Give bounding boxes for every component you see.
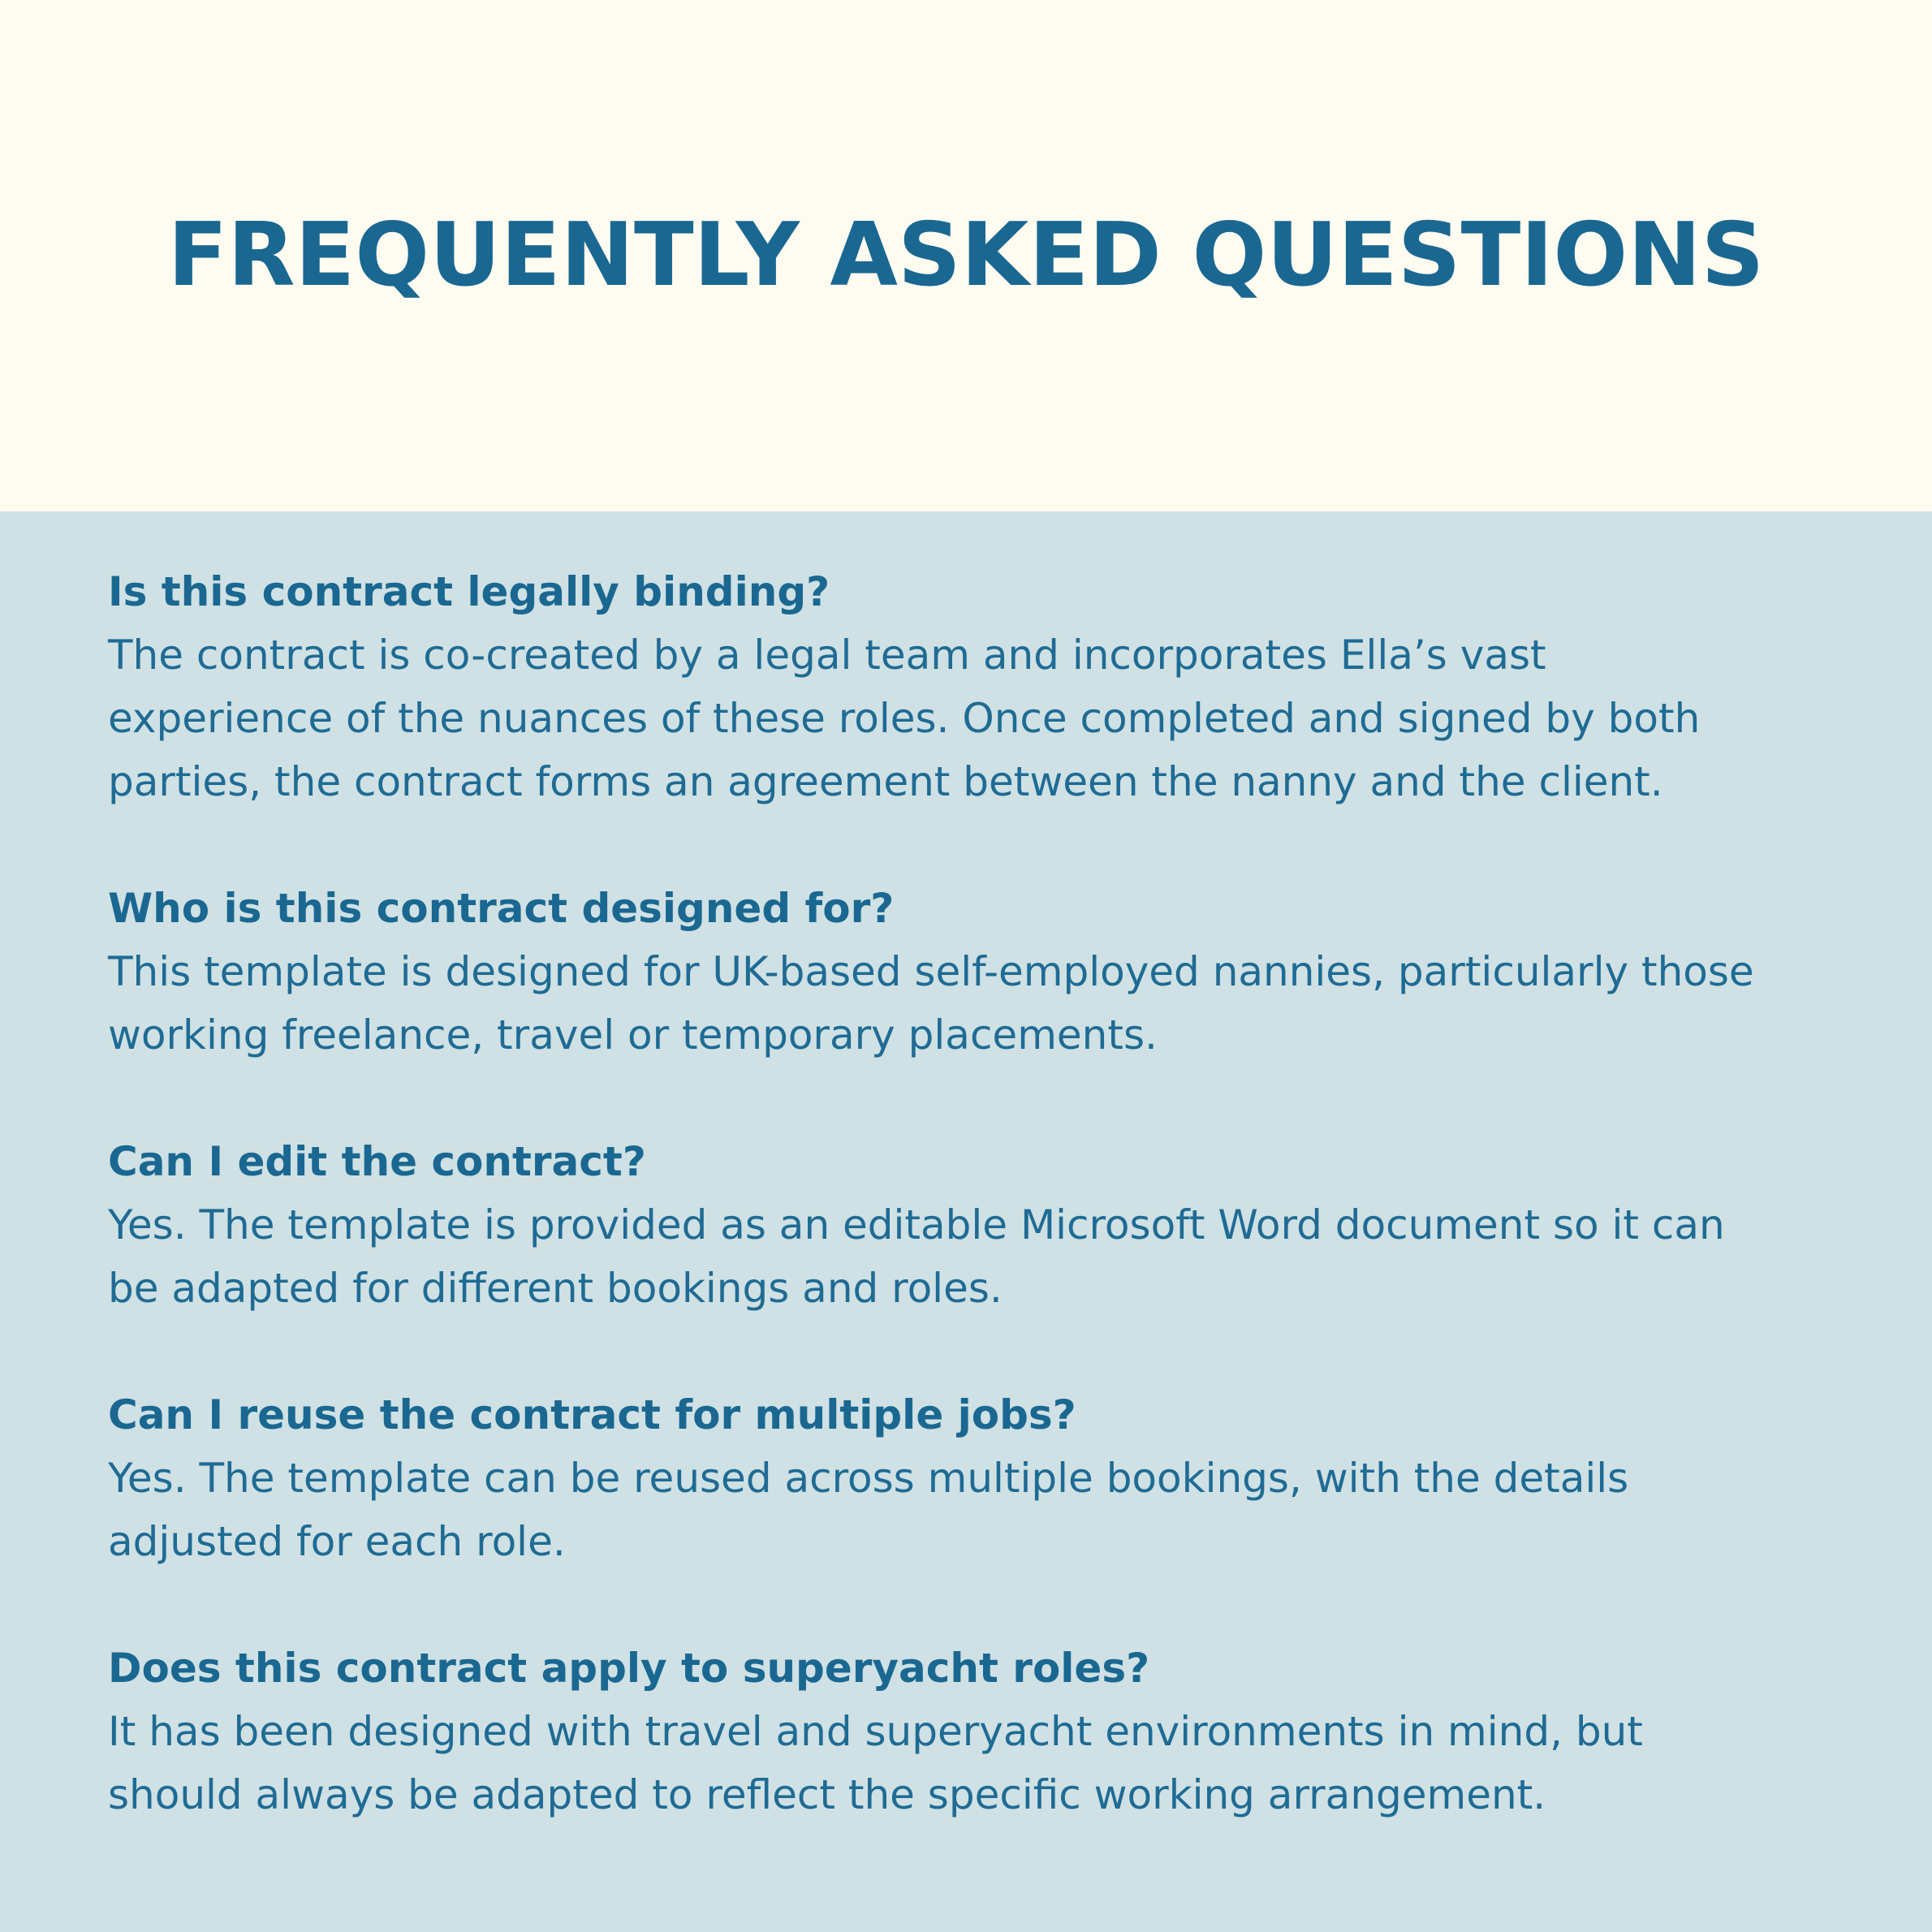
- faq-answer-line: be adapted for different bookings and roles.: [108, 1265, 1003, 1312]
- faq-question: Does this contract apply to superyacht roles?: [108, 1645, 1150, 1692]
- faq-question: Can I edit the contract?: [108, 1138, 646, 1185]
- faq-answer-line: working freelance, travel or temporary placements.: [108, 1011, 1158, 1059]
- faq-item: [108, 1383, 1845, 1573]
- faq-answer-line: experience of the nuances of these roles. Once completed and signed by both: [108, 695, 1701, 742]
- faq-answer-line: This template is designed for UK-based self-employed nannies, particularly those: [108, 948, 1754, 995]
- faq-question: Can I reuse the contract for multiple jobs?: [108, 1391, 1076, 1438]
- faq-question: Is this contract legally binding?: [108, 568, 830, 615]
- faq-item: [108, 1130, 1845, 1320]
- faq-list: [108, 560, 1845, 1890]
- faq-answer-line: should always be adapted to reflect the specific working arrangement.: [108, 1771, 1546, 1818]
- faq-answer-line: adjusted for each role.: [108, 1518, 566, 1565]
- faq-item: [108, 877, 1845, 1067]
- faq-item: [108, 1637, 1845, 1826]
- faq-question: Who is this contract designed for?: [108, 885, 895, 932]
- faq-answer-line: parties, the contract forms an agreement between the nanny and the client.: [108, 758, 1663, 805]
- faq-section: [0, 511, 1932, 1932]
- header-section: [0, 0, 1932, 511]
- faq-answer-line: Yes. The template can be reused across multiple bookings, with the details: [108, 1455, 1629, 1502]
- faq-answer: [108, 1447, 1845, 1573]
- faq-answer-line: The contract is co-created by a legal team and incorporates Ella’s vast: [108, 632, 1546, 679]
- faq-answer: [108, 1700, 1845, 1826]
- faq-answer-line: Yes. The template is provided as an editable Microsoft Word document so it can: [108, 1201, 1725, 1248]
- page-title: FREQUENTLY ASKED QUESTIONS: [167, 205, 1765, 306]
- faq-item: [108, 560, 1845, 813]
- faq-answer-line: It has been designed with travel and superyacht environments in mind, but: [108, 1708, 1643, 1755]
- faq-answer: [108, 623, 1845, 813]
- faq-answer: [108, 1193, 1845, 1320]
- faq-answer: [108, 940, 1845, 1067]
